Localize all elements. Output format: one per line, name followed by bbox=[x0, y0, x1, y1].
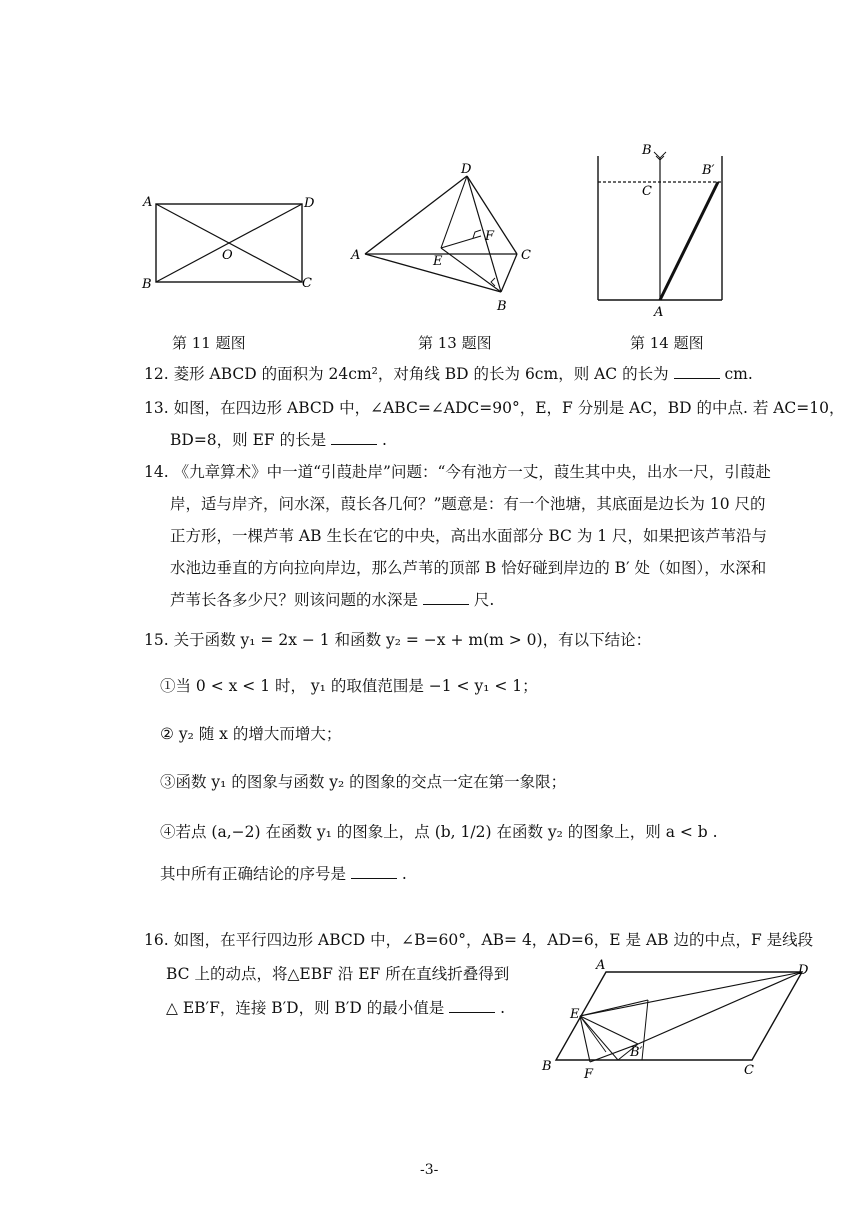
question-13-line1 bbox=[144, 398, 845, 418]
q14-number: 14. bbox=[144, 463, 169, 481]
q15-number: 15. bbox=[144, 631, 169, 649]
fig14-label-B: B bbox=[642, 143, 652, 158]
fig16-label-A: A bbox=[596, 958, 606, 973]
fig16-label-F: F bbox=[584, 1067, 594, 1080]
q13-answer-blank bbox=[331, 430, 377, 445]
fig13-label-A: A bbox=[351, 248, 361, 263]
q12-number: 12. bbox=[144, 365, 169, 383]
q14-text-line2: 岸，适与岸齐，问水深，葭长各几何？”题意是：有一个池塘，其底面是边长为 10 尺的 bbox=[170, 495, 766, 513]
fig11-label-B: B bbox=[142, 277, 152, 292]
question-14-line1 bbox=[144, 462, 771, 482]
question-16-line1 bbox=[144, 930, 813, 950]
q15-conclusion-1: ①当 0 < x < 1 时， y₁ 的取值范围是 −1 < y₁ < 1； bbox=[160, 677, 538, 695]
q12-text: 菱形 ABCD 的面积为 24cm²，对角线 BD 的长为 6cm，则 AC 的长为 bbox=[173, 365, 669, 383]
fig13-label-C: C bbox=[521, 248, 531, 263]
fig14-label-Bprime: B′ bbox=[702, 163, 715, 178]
q12-answer-blank bbox=[674, 364, 720, 379]
fig16-label-C: C bbox=[744, 1063, 754, 1078]
q13-period: . bbox=[381, 431, 387, 449]
fig11-caption: 第 11 题图 bbox=[172, 334, 246, 352]
q12-unit: cm. bbox=[724, 365, 753, 383]
fig16-label-Bprime: B′ bbox=[630, 1045, 643, 1060]
fig13-label-D: D bbox=[461, 162, 472, 177]
q16-text-line3: △ EB′F，连接 B′D，则 B′D 的最小值是 bbox=[166, 999, 445, 1017]
q15-conclusion-2: ② y₂ 随 x 的增大而增大； bbox=[160, 725, 342, 743]
fig16-label-D: D bbox=[798, 963, 809, 978]
q14-text-line5: 芦苇长各多少尺？则该问题的水深是 bbox=[170, 591, 419, 609]
fig11-label-O: O bbox=[222, 248, 233, 263]
figure-11-rectangle bbox=[140, 188, 330, 298]
fig16-label-E: E bbox=[570, 1007, 580, 1022]
q16-period: . bbox=[500, 999, 506, 1017]
fig14-label-C: C bbox=[642, 184, 652, 199]
fig13-label-B: B bbox=[497, 299, 507, 314]
q14-answer-blank bbox=[423, 590, 469, 605]
q15-conclusion-4: ④若点 (a,−2) 在函数 y₁ 的图象上，点 (b, 1/2) 在函数 y₂ 的图象上，则 a < b . bbox=[160, 823, 718, 841]
q13-text-line2: BD=8，则 EF 的长是 bbox=[170, 431, 327, 449]
fig13-label-F: F bbox=[485, 229, 495, 244]
figure-16-parallelogram bbox=[538, 956, 818, 1080]
q14-unit: 尺. bbox=[473, 591, 495, 609]
q16-text-line1: 如图，在平行四边形 ABCD 中，∠B=60°，AB= 4，AD=6，E 是 AB 边的中点，F 是线段 bbox=[173, 931, 814, 949]
question-16-line3 bbox=[166, 998, 505, 1018]
question-15-ask bbox=[160, 864, 407, 884]
fig11-label-C: C bbox=[302, 276, 312, 291]
q13-number: 13. bbox=[144, 399, 169, 417]
q14-text-line4: 水池边垂直的方向拉向岸边，那么芦苇的顶部 B 恰好碰到岸边的 B′ 处（如图），水深和 bbox=[170, 559, 767, 577]
q14-text-line1: 《九章算术》中一道“引葭赴岸”问题：“今有池方一丈，葭生其中央，出水一尺，引葭赴 bbox=[173, 463, 771, 481]
fig14-label-A: A bbox=[654, 305, 664, 318]
fig16-label-B: B bbox=[542, 1059, 552, 1074]
question-15-line1 bbox=[144, 630, 651, 650]
fig11-label-A: A bbox=[143, 195, 153, 210]
page-number: -3- bbox=[420, 1162, 439, 1178]
q15-period: . bbox=[401, 865, 407, 883]
fig13-caption: 第 13 题图 bbox=[418, 334, 492, 352]
q16-number: 16. bbox=[144, 931, 169, 949]
figure-14-pond bbox=[588, 140, 736, 318]
q15-answer-blank bbox=[351, 864, 397, 879]
question-14-line5 bbox=[170, 590, 494, 610]
q16-text-line2: BC 上的动点，将△EBF 沿 EF 所在直线折叠得到 bbox=[166, 965, 510, 983]
fig14-caption: 第 14 题图 bbox=[630, 334, 704, 352]
fig11-label-D: D bbox=[304, 196, 315, 211]
figure-13-quadrilateral bbox=[345, 162, 545, 320]
q14-text-line3: 正方形，一棵芦苇 AB 生长在它的中央，高出水面部分 BC 为 1 尺，如果把该芦苇沿与 bbox=[170, 527, 768, 545]
q15-conclusion-3: ③函数 y₁ 的图象与函数 y₂ 的图象的交点一定在第一象限； bbox=[160, 773, 567, 791]
question-12 bbox=[144, 364, 753, 384]
q13-text-line1: 如图，在四边形 ABCD 中，∠ABC=∠ADC=90°，E，F 分别是 AC，BD 的中点. 若 AC=10， bbox=[173, 399, 845, 417]
q16-answer-blank bbox=[449, 998, 495, 1013]
q15-ask-text: 其中所有正确结论的序号是 bbox=[160, 865, 347, 883]
question-13-line2 bbox=[170, 430, 387, 450]
q15-text-line1: 关于函数 y₁ = 2x − 1 和函数 y₂ = −x + m(m > 0)，有以下结论： bbox=[173, 631, 652, 649]
fig13-label-E: E bbox=[433, 254, 443, 269]
